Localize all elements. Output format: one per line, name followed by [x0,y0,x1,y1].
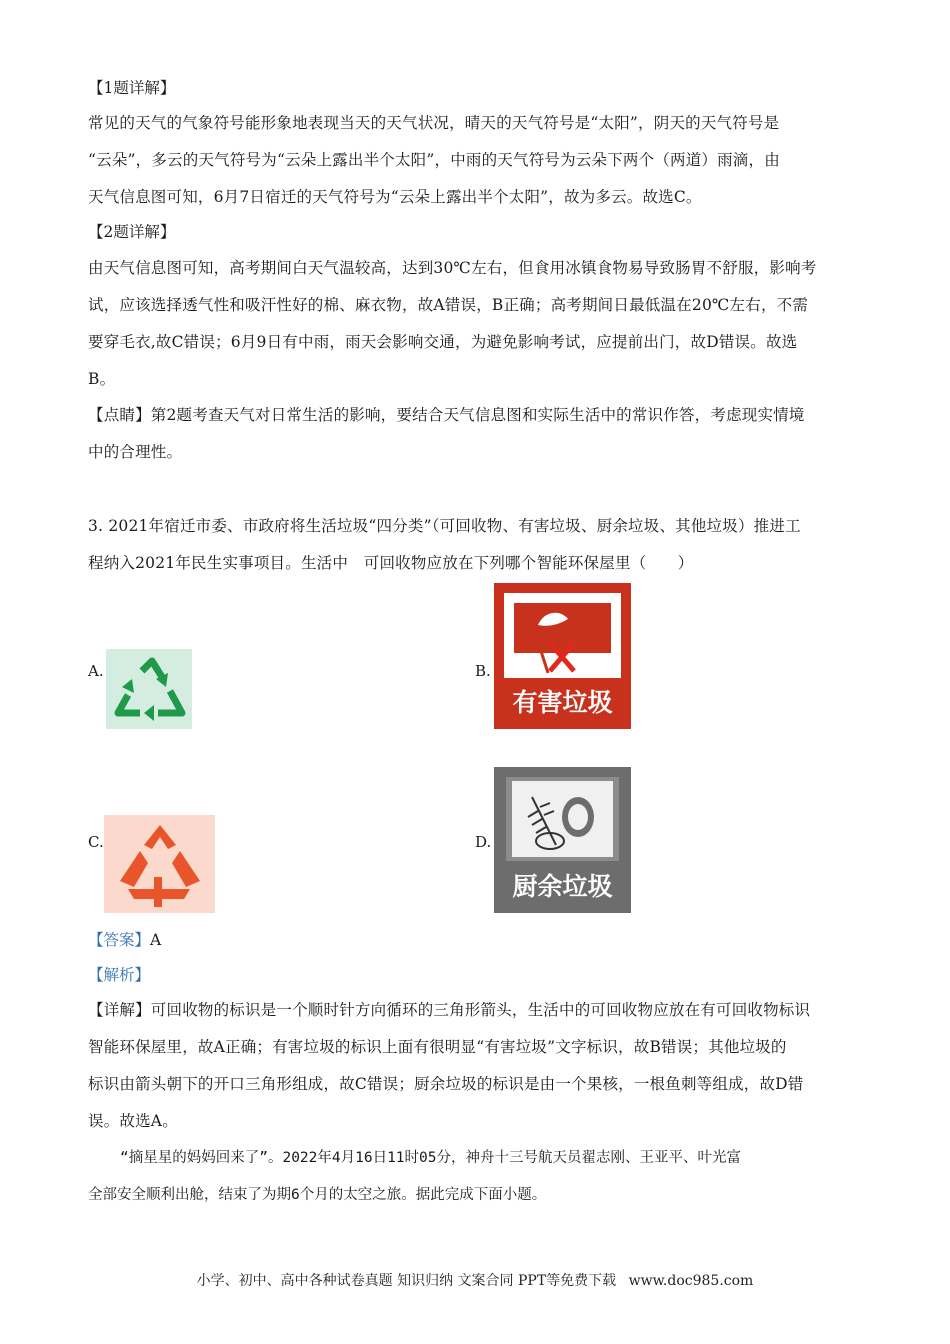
passage-line: 全部安全顺利出舱，结束了为期6个月的太空之旅。据此完成下面小题。 [88,1187,547,1203]
analysis-line: 标识由箭头朝下的开口三角形组成，故C错误；厨余垃圾的标识是由一个果核，一根鱼刺等组成，故D错 [88,1075,804,1093]
option-c-label: C. [88,833,104,851]
analysis-label: 【解析】 [88,966,151,984]
analysis-line: 【详解】可回收物的标识是一个顺时针方向循环的三角形箭头，生活中的可回收物应放在有可回收物标识 [88,1001,811,1019]
hazardous-waste-sign-text: 有害垃圾 [512,688,613,717]
kitchen-waste-sign-text: 厨余垃圾 [512,872,613,901]
q2-detail-line: B。 [88,370,116,388]
option-b-label: B. [475,662,491,680]
other-waste-sign-image[interactable] [104,815,215,913]
other-waste-icon [104,815,215,913]
kitchen-waste-sign-image[interactable] [494,767,631,913]
analysis-line: 智能环保屋里，故A正确；有害垃圾的标识上面有很明显“有害垃圾”文字标识，故B错误；其他垃圾的 [88,1038,787,1056]
q1-detail-heading: 【1题详解】 [88,79,176,97]
answer-value: A [150,931,162,949]
q2-detail-line: 由天气信息图可知，高考期间白天气温较高，达到30℃左右，但食用冰镇食物易导致肠胃不舒服，影响考 [88,259,817,277]
recycle-icon [106,649,192,729]
passage-line: “摘星星的妈妈回来了”。2022年4月16日11时05分，神舟十三号航天员翟志刚、王亚平、叶光富 [120,1150,741,1166]
q1-detail-line: 天气信息图可知，6月7日宿迁的天气符号为“云朵上露出半个太阳”，故为多云。故选C。 [88,188,702,206]
answer-label: 【答案】 [88,931,151,949]
comment-line: 中的合理性。 [88,443,183,461]
q2-detail-line: 要穿毛衣,故C错误；6月9日有中雨，雨天会影响交通，为避免影响考试，应提前出门，故D错误。故选 [88,333,798,351]
q2-detail-line: 试，应该选择透气性和吸汗性好的棉、麻衣物，故A错误，B正确；高考期间日最低温在20℃左右，不需 [88,296,809,314]
q2-detail-heading: 【2题详解】 [88,223,176,241]
question-3-stem: 程纳入2021年民生实事项目。生活中 可回收物应放在下列哪个智能环保屋里（ ） [88,554,694,572]
hazardous-waste-sign-image[interactable] [494,583,631,729]
option-a-label: A. [88,662,104,680]
footer-url[interactable]: www.doc985.com [628,1273,754,1289]
footer-text: 小学、初中、高中各种试卷真题 知识归纳 文案合同 PPT等免费下载 [196,1273,617,1289]
page-footer [0,1270,950,1290]
recycle-sign-image[interactable] [106,649,192,729]
answer-row [88,930,161,950]
analysis-line: 误。故选A。 [88,1112,178,1130]
q1-detail-line: “云朵”，多云的天气符号为“云朵上露出半个太阳”，中雨的天气符号为云朵下两个（两道）雨滴，由 [88,151,780,169]
comment-line: 【点睛】第2题考查天气对日常生活的影响，要结合天气信息图和实际生活中的常识作答，考虑现实情境 [88,406,805,424]
question-3-stem: 3. 2021年宿迁市委、市政府将生活垃圾“四分类”（可回收物、有害垃圾、厨余垃圾、其他垃圾）推进工 [88,517,801,535]
option-d-label: D. [475,833,492,851]
q1-detail-line: 常见的天气的气象符号能形象地表现当天的天气状况，晴天的天气符号是“太阳”，阴天的天气符号是 [88,114,780,132]
